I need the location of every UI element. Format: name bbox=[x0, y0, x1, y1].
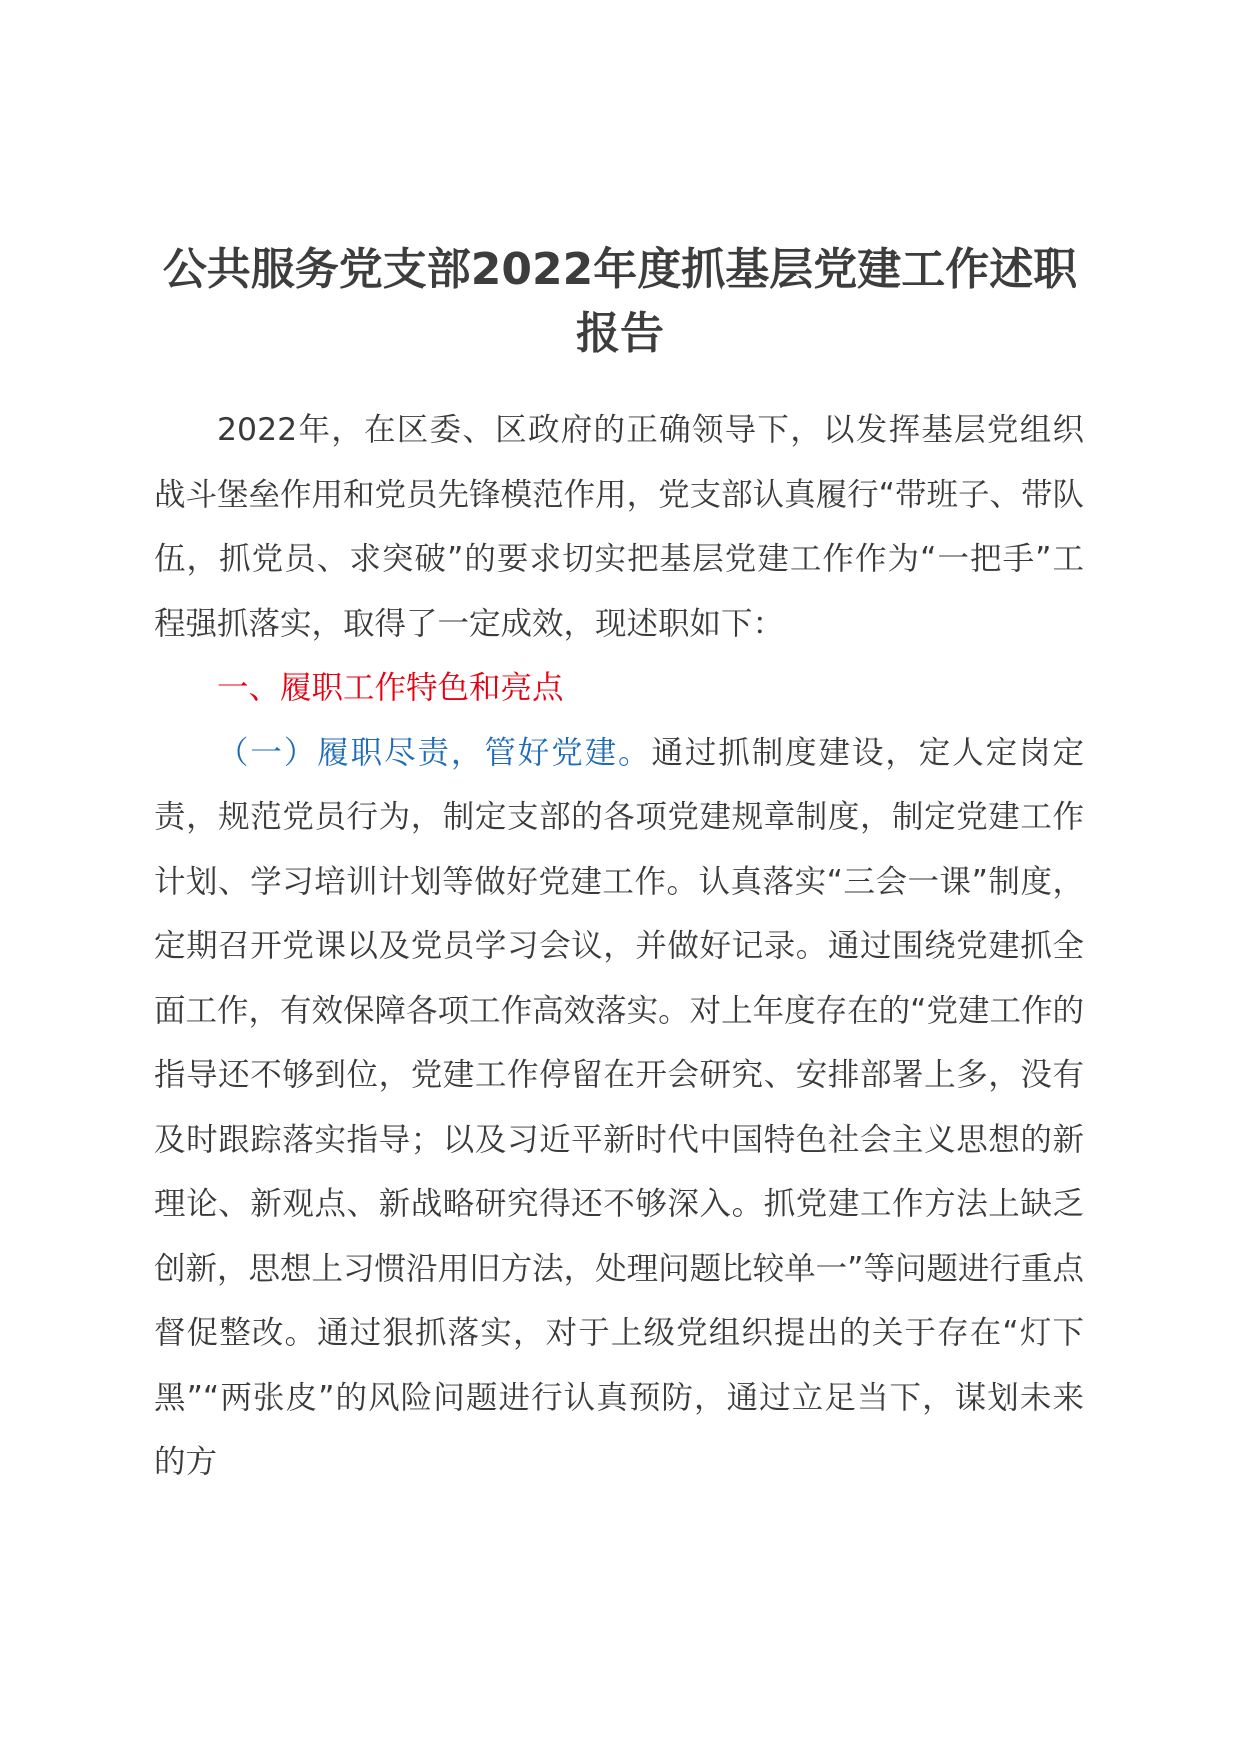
document-body bbox=[154, 398, 1084, 1495]
intro-paragraph: 2022年，在区委、区政府的正确领导下，以发挥基层党组织战斗堡垒作用和党员先锋模范作用，党支部认真履行“带班子、带队伍，抓党员、求突破”的要求切实把基层党建工作作为“一把手”工程强抓落实，取得了一定成效，现述职如下： bbox=[154, 412, 1084, 642]
subsection-1-text: 通过抓制度建设，定人定岗定责，规范党员行为，制定支部的各项党建规章制度，制定党建工作计划、学习培训计划等做好党建工作。认真落实“三会一课”制度，定期召开党课以及党员学习会议，并做好记录。通过围绕党建抓全面工作，有效保障各项工作高效落实。对上年度存在的“党建工作的指导还不够到位，党建工作停留在开会研究、安排部署上多，没有及时跟踪落实指导；以及习近平新时代中国特色社会主义思想的新理论、新观点、新战略研究得还不够深入。抓党建工作方法上缺乏创新，思想上习惯沿用旧方法，处理问题比较单一”等问题进行重点督促整改。通过狠抓落实，对于上级党组织提出的关于存在“灯下黑”“两张皮”的风险问题进行认真预防，通过立足当下，谋划未来的方 bbox=[154, 734, 1084, 1480]
subsection-paragraph bbox=[154, 721, 1084, 1495]
subsection-1-heading: （一）履职尽责，管好党建。 bbox=[217, 734, 652, 771]
section-1-heading: 一、履职工作特色和亮点 bbox=[217, 670, 564, 706]
document-title: 公共服务党支部2022年度抓基层党建工作述职报告 bbox=[162, 244, 1078, 359]
section-heading bbox=[154, 656, 1084, 721]
